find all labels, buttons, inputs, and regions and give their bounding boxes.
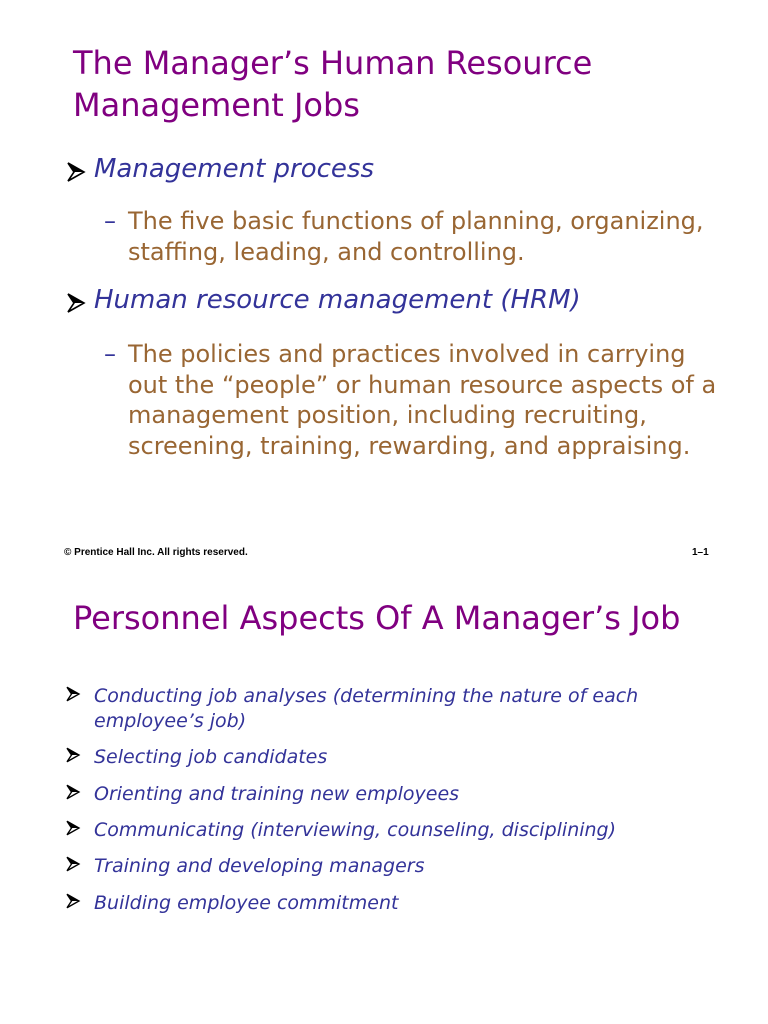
- arrow-bullet-icon: [64, 819, 82, 837]
- dash-marker: –: [104, 207, 116, 235]
- list-item-text: Communicating (interviewing, counseling, disciplining): [94, 819, 617, 841]
- bullet-label: Human resource management (HRM): [94, 285, 581, 315]
- slide-2: [0, 575, 768, 1024]
- list-item-text: Selecting job candidates: [94, 746, 328, 768]
- arrow-bullet-icon: [64, 685, 82, 703]
- slide-1-title: The Manager’s Human Resource Management Jobs: [73, 44, 593, 124]
- arrow-bullet-icon: [64, 746, 82, 764]
- list-item-text: Conducting job analyses (determining the nature of each employee’s job): [94, 685, 639, 732]
- sub-bullet-text: The policies and practices involved in carrying out the “people” or human resource aspects of a management position, including recruiting, screening, training, rewarding, and appraising.: [128, 340, 717, 460]
- arrow-bullet-icon: [64, 855, 82, 873]
- arrow-bullet-icon: [64, 160, 88, 184]
- arrow-bullet-icon: [64, 291, 88, 315]
- bullet-label: Management process: [94, 154, 375, 184]
- list-item-text: Building employee commitment: [94, 892, 399, 914]
- footer-page-number: 1–1: [692, 547, 709, 558]
- list-item-text: Orienting and training new employees: [94, 783, 460, 805]
- slide-2-title: Personnel Aspects Of A Manager’s Job: [73, 599, 681, 637]
- arrow-bullet-icon: [64, 892, 82, 910]
- footer-copyright: © Prentice Hall Inc. All rights reserved.: [64, 547, 248, 558]
- arrow-bullet-icon: [64, 783, 82, 801]
- sub-bullet-text: The five basic functions of planning, organizing, staffing, leading, and controlling.: [128, 207, 704, 266]
- dash-marker: –: [104, 340, 116, 368]
- list-item-text: Training and developing managers: [94, 855, 425, 877]
